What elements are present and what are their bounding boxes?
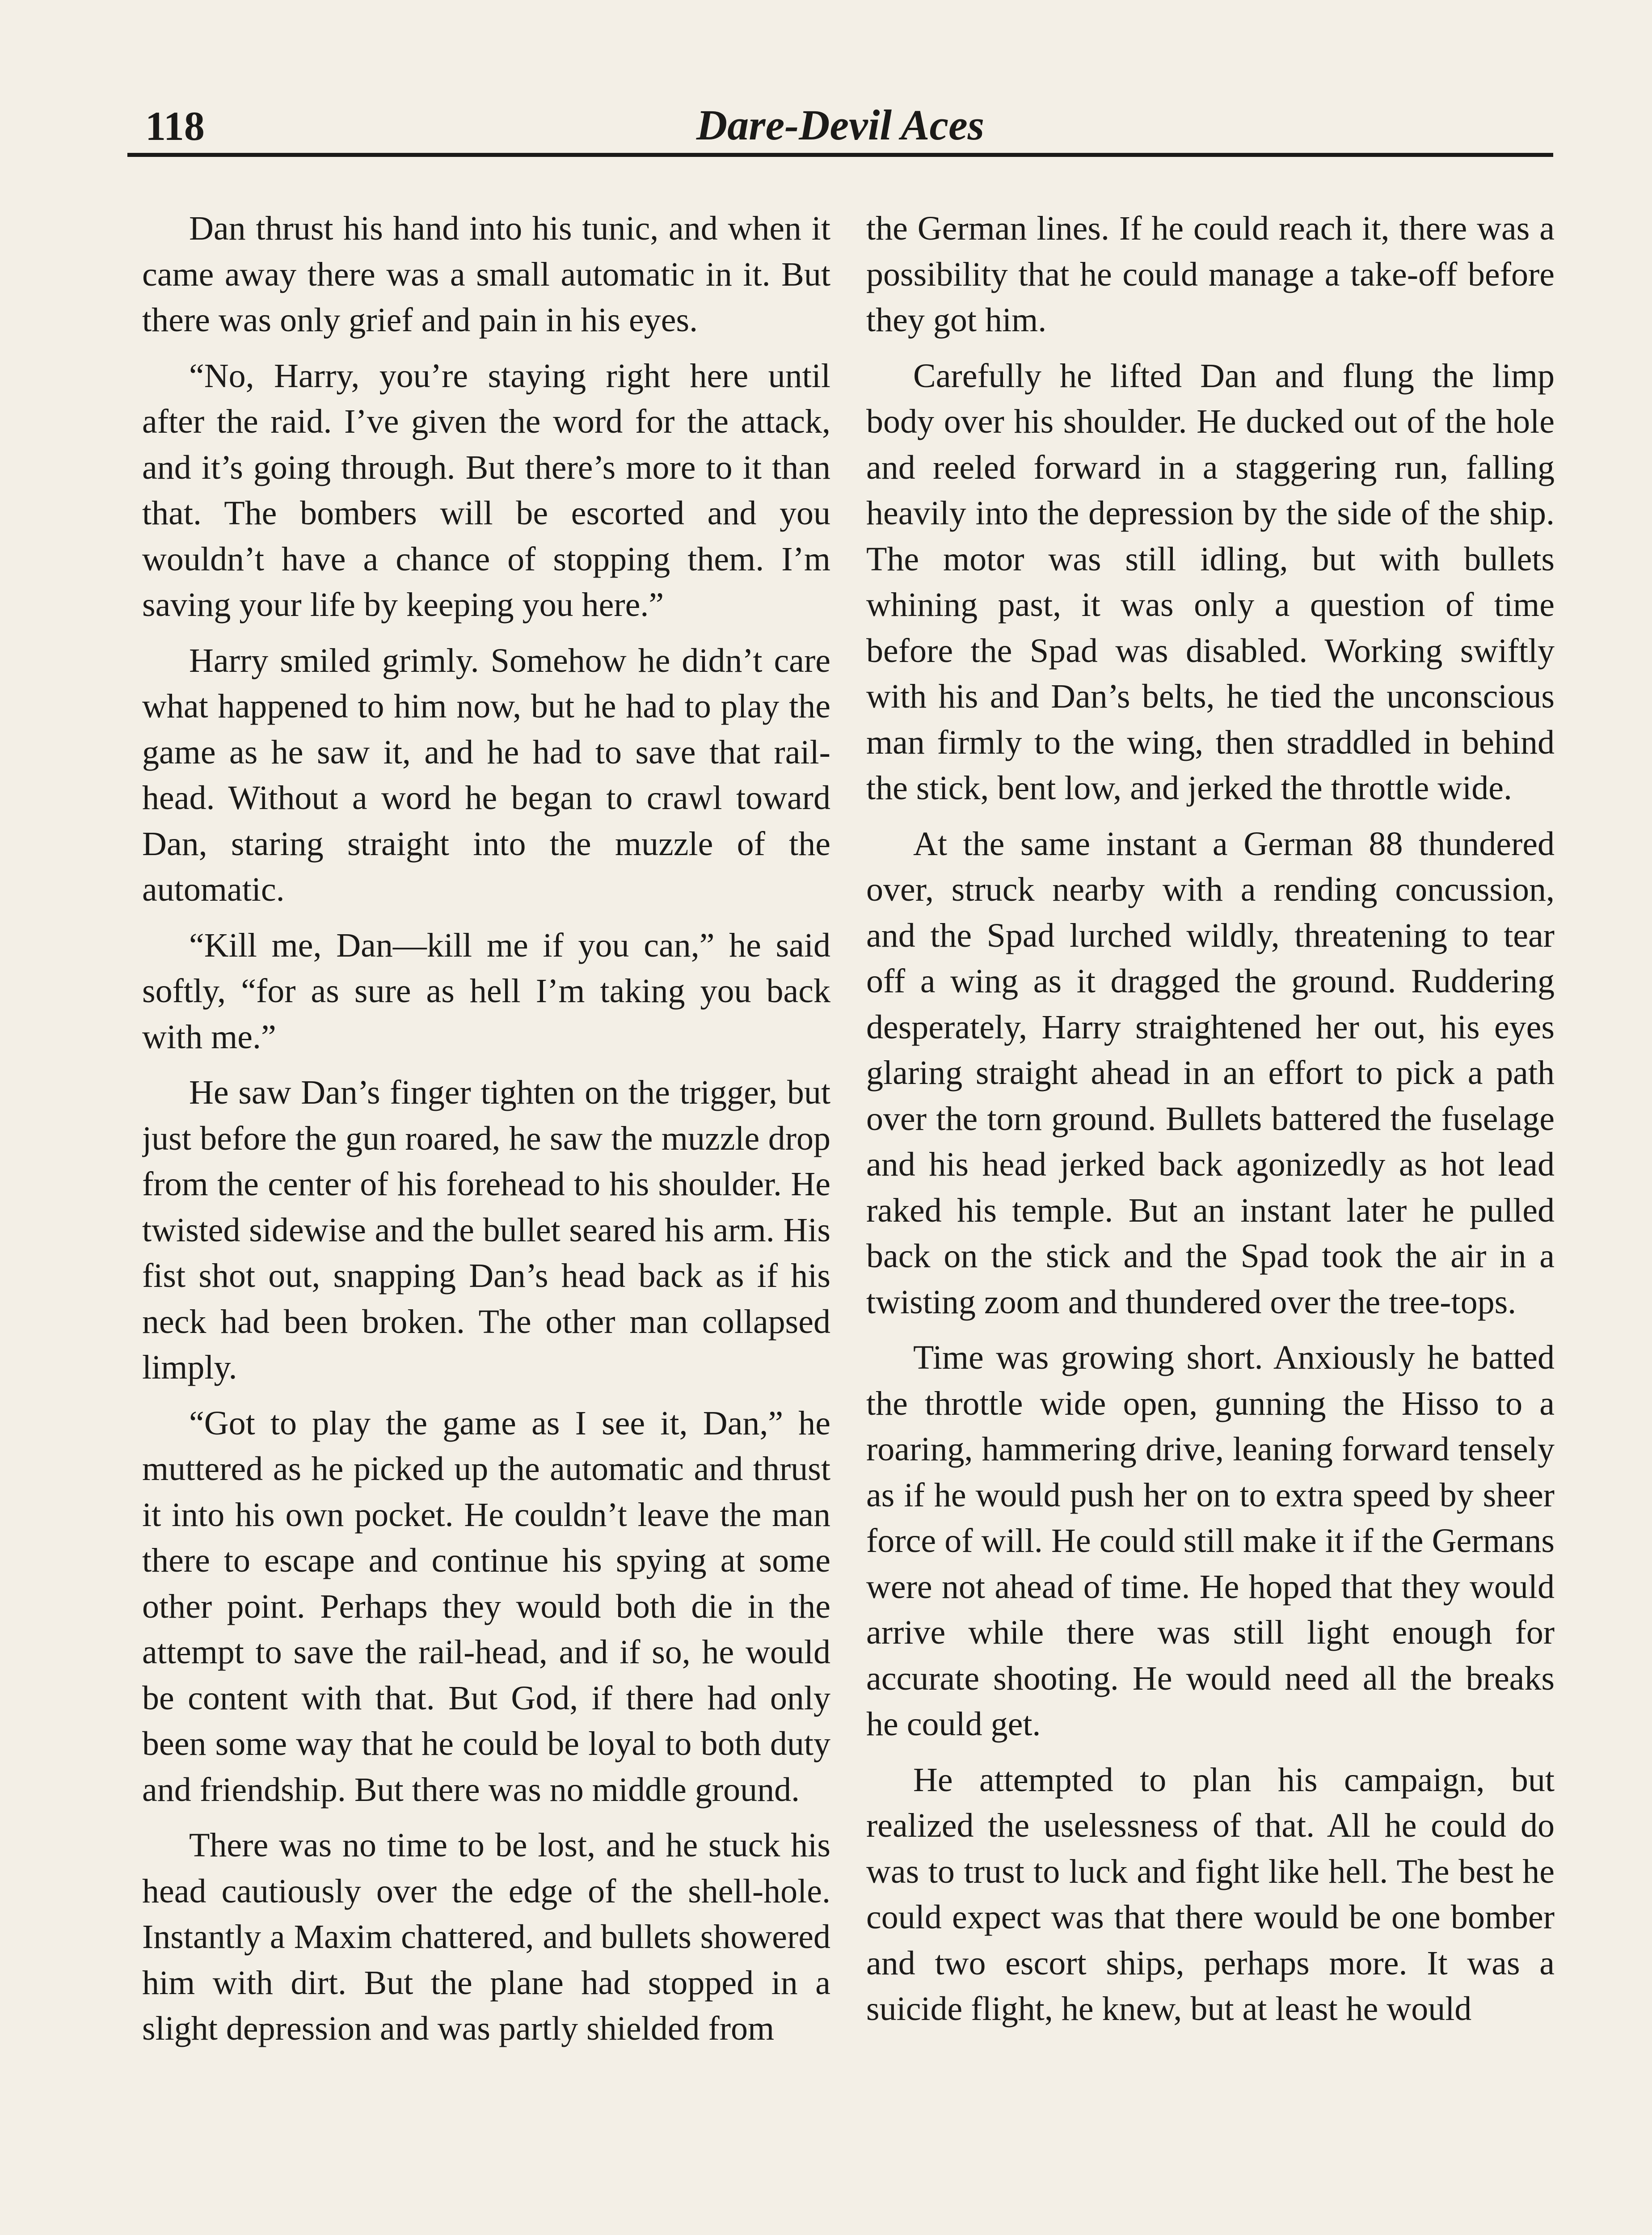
running-title: Dare-Devil Aces: [696, 101, 985, 149]
paragraph: At the same instant a German 88 thundered over, struck nearby with a rending concussion, and the Spad lurched wildly, threatening to tear off a wing as it dragged the ground. Ruddering desperately, Harry straightened her out, his eyes glaring straight ahead in an effort to pick a path over the torn ground. Bullets battered the fuselage and his head jerked back agonizedly as hot lead raked his temple. But an instant later he pulled back on the stick and the Spad took the air in a twisting zoom and thundered over the tree-tops.: [866, 825, 1555, 1321]
page-number: 118: [145, 103, 205, 149]
paragraph: “No, Harry, you’re staying right here until after the raid. I’ve given the word for the attack, and it’s going through. But there’s more to it than that. The bombers will be escorted and you wouldn’t have a chance of stopping them. I’m saving your life by keeping you here.”: [142, 357, 830, 624]
header-rule: [127, 153, 1553, 157]
paragraph: Dan thrust his hand into his tunic, and when it came away there was a small automatic in it. But there was only grief and pain in his eyes.: [142, 210, 830, 339]
paragraph: Time was growing short. Anxiously he batted the throttle wide open, gunning the Hisso to a roaring, hammering drive, leaning forward tensely as if he would push her on to extra speed by sheer force of will. He could still make it if the Germans were not ahead of time. He hoped that they would arrive while there was still light enough for accurate shooting. He would need all the breaks he could get.: [866, 1339, 1555, 1743]
paragraph: “Got to play the game as I see it, Dan,” he muttered as he picked up the automatic and thrust it into his own pocket. He couldn’t leave the man there to escape and continue his spying at some other point. Perhaps they would both die in the attempt to save the rail-head, and if so, he would be content with that. But God, if there had only been some way that he could be loyal to both duty and friendship. But there was no middle ground.: [142, 1404, 830, 1809]
paragraph: There was no time to be lost, and he stuck his head cautiously over the edge of the shell-hole. Instantly a Maxim chattered, and bullets showered him with dirt. But the plane had stopped in a slight depression and was partly shielded from: [142, 1826, 830, 2047]
text-columns: [142, 206, 1555, 2235]
paragraph: He attempted to plan his campaign, but realized the uselessness of that. All he could do was to trust to luck and fight like hell. The best he could expect was that there would be one bomber and two escort ships, perhaps more. It was a suicide flight, he knew, but at least he would: [866, 1761, 1555, 2028]
right-column: [866, 206, 1555, 2235]
paragraph: “Kill me, Dan—kill me if you can,” he said softly, “for as sure as hell I’m taking you back with me.”: [142, 926, 830, 1056]
paragraph: He saw Dan’s finger tighten on the trigger, but just before the gun roared, he saw the muzzle drop from the center of his forehead to his shoulder. He twisted sidewise and the bullet seared his arm. His fist shot out, snapping Dan’s head back as if his neck had been broken. The other man collapsed limply.: [142, 1074, 830, 1386]
paragraph-continued: the German lines. If he could reach it, there was a possibility that he could manage a take-off before they got him.: [866, 210, 1555, 339]
paragraph: Carefully he lifted Dan and flung the limp body over his shoulder. He ducked out of the hole and reeled forward in a staggering run, falling heavily into the depression by the side of the ship. The motor was still idling, but with bullets whining past, it was only a question of time before the Spad was disabled. Working swiftly with his and Dan’s belts, he tied the unconscious man firmly to the wing, then straddled in behind the stick, bent low, and jerked the throttle wide.: [866, 357, 1555, 807]
page-header: [127, 98, 1553, 156]
left-column: [142, 206, 830, 2235]
paragraph: Harry smiled grimly. Somehow he didn’t care what happened to him now, but he had to play the game as he saw it, and he had to save that rail-head. Without a word he began to crawl toward Dan, staring straight into the muzzle of the automatic.: [142, 641, 830, 908]
